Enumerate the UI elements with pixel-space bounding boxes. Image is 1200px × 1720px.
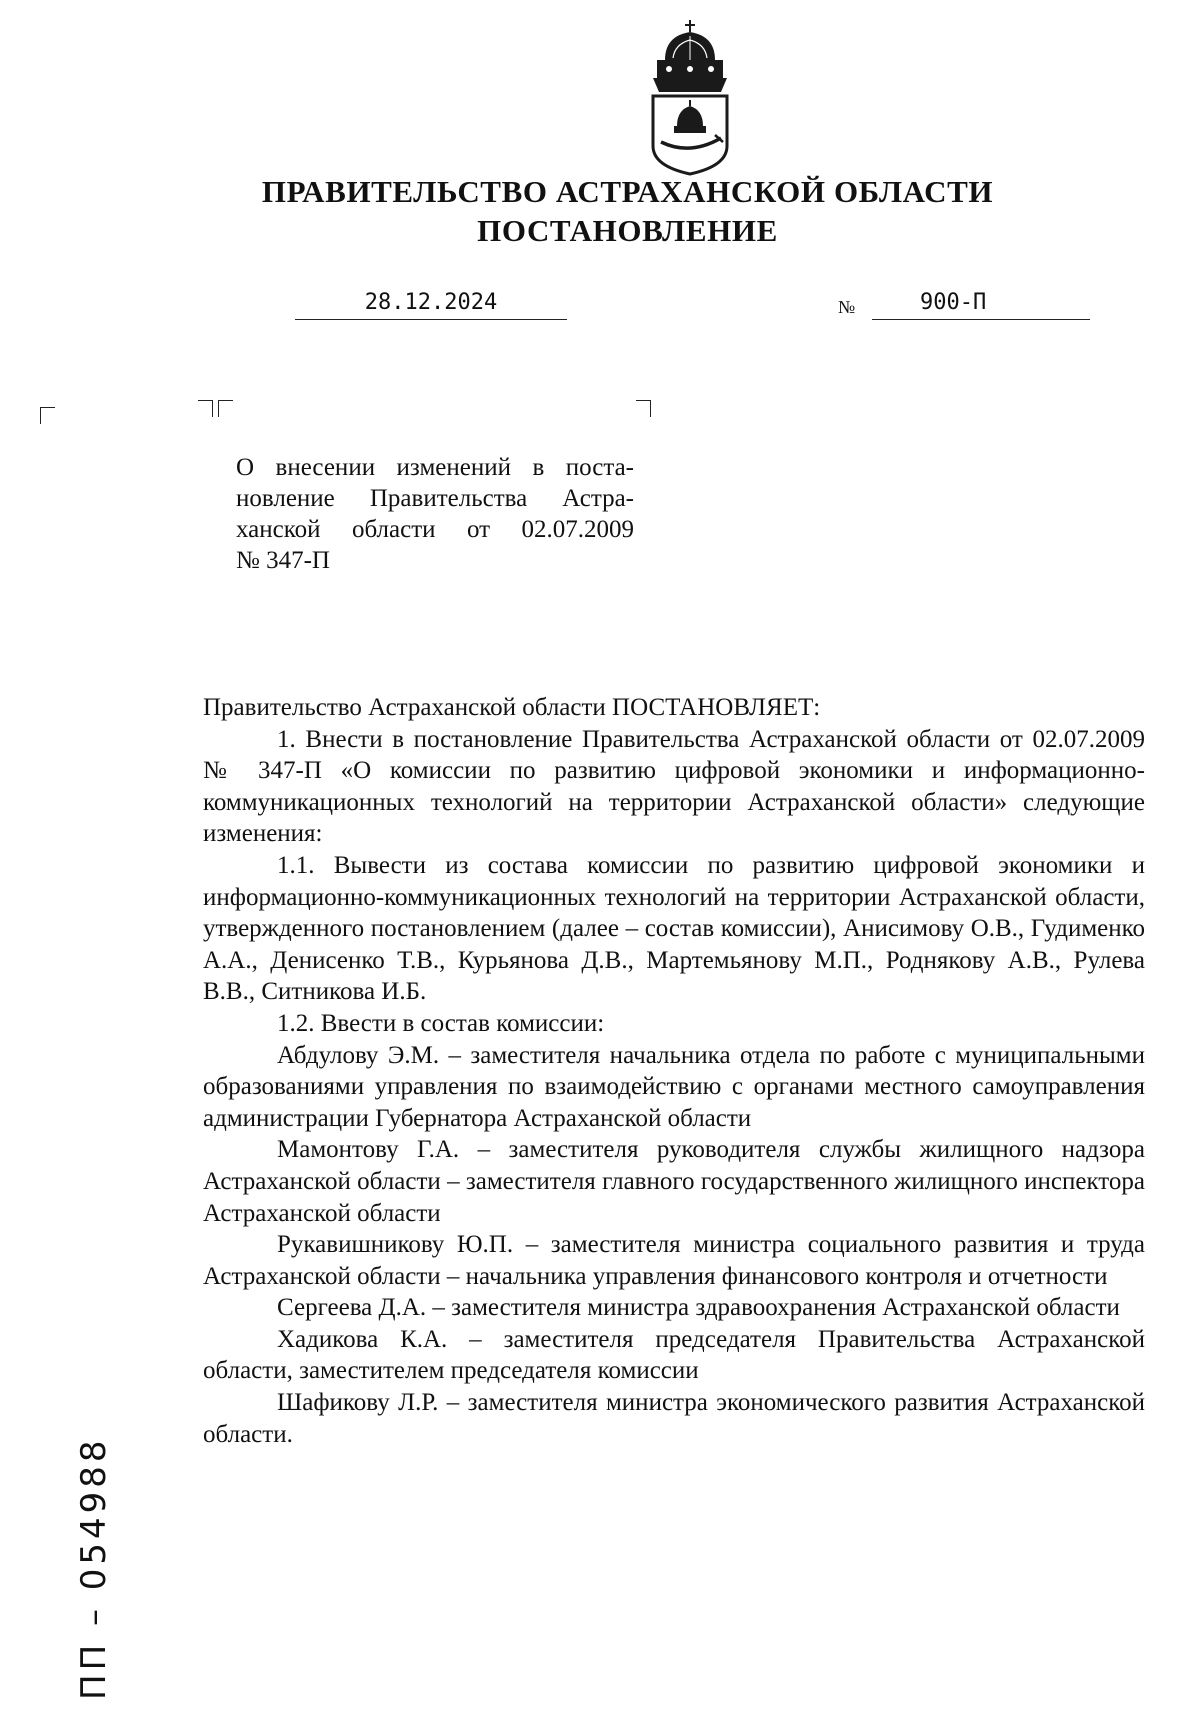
organization-title: ПРАВИТЕЛЬСТВО АСТРАХАНСКОЙ ОБЛАСТИ xyxy=(261,174,994,209)
body-paragraph: 1.2. Ввести в состав комиссии: xyxy=(277,1009,605,1037)
subject-line: новление Правительства Астра- xyxy=(236,485,634,512)
document-type-title: ПОСТАНОВЛЕНИЕ xyxy=(477,213,778,248)
margin-corner-mark xyxy=(40,407,55,424)
document-subject xyxy=(236,452,634,576)
body-paragraph: 1.1. Вывести из состава комиссии по развитию цифровой экономики и информационно-коммуникационных технологий на территории Астраханской области, утвержденного постановлением (далее – состав комиссии), Анисимову О.В., Гудименко А.А., Денисенко Т.В., Курьянова Д.В., Мартемьянову М.П., Роднякову А.В., Рулева В.В., Ситникова И.Б. xyxy=(203,851,1145,1006)
body-paragraph: Рукавишникову Ю.П. – заместителя министра социального развития и труда Астраханской области – начальника управления финансового контроля и отчетности xyxy=(203,1231,1145,1290)
subject-line: ханской области от 02.07.2009 xyxy=(236,516,634,543)
subject-bracket-left-close xyxy=(198,400,213,417)
document-number: 900-П xyxy=(872,290,1090,320)
body-paragraph: Мамонтову Г.А. – заместителя руководителя службы жилищного надзора Астраханской области – заместителя главного государственного жилищного инспектора Астраханской области xyxy=(203,1136,1145,1227)
body-paragraph: Абдулову Э.М. – заместителя начальника отдела по работе с муниципальными образованиями управления по взаимодействию с органами местного самоуправления администрации Губернатора Астраханской области xyxy=(203,1041,1145,1132)
subject-bracket-right xyxy=(636,400,651,417)
body-paragraph: Сергеева Д.А. – заместителя министра здравоохранения Астраханской области xyxy=(277,1294,1120,1322)
body-paragraph: 1. Внести в постановление Правительства Астраханской области от 02.07.2009 № 347-П «О комиссии по развитию цифровой экономики и информационно-коммуникационных технологий на территории Астраханской области» следующие изменения: xyxy=(203,725,1145,848)
body-paragraph: Хадикова К.А. – заместителя председателя Правительства Астраханской области, заместителем председателя комиссии xyxy=(203,1325,1145,1385)
document-date: 28.12.2024 xyxy=(295,290,567,320)
body-paragraph: Шафикову Л.Р. – заместителя министра экономического развития Астраханской области. xyxy=(203,1389,1145,1448)
document-body xyxy=(203,692,1145,1450)
subject-line: № 347-П xyxy=(236,547,330,574)
number-sign: № xyxy=(838,297,856,317)
side-serial-stamp: ПП – 054988 xyxy=(74,1436,114,1700)
document-header xyxy=(0,172,1200,250)
coat-of-arms-icon xyxy=(635,18,745,178)
subject-line: О внесении изменений в поста- xyxy=(236,454,634,481)
subject-bracket-left xyxy=(218,400,233,417)
body-intro: Правительство Астраханской области ПОСТАНОВЛЯЕТ: xyxy=(203,694,821,721)
